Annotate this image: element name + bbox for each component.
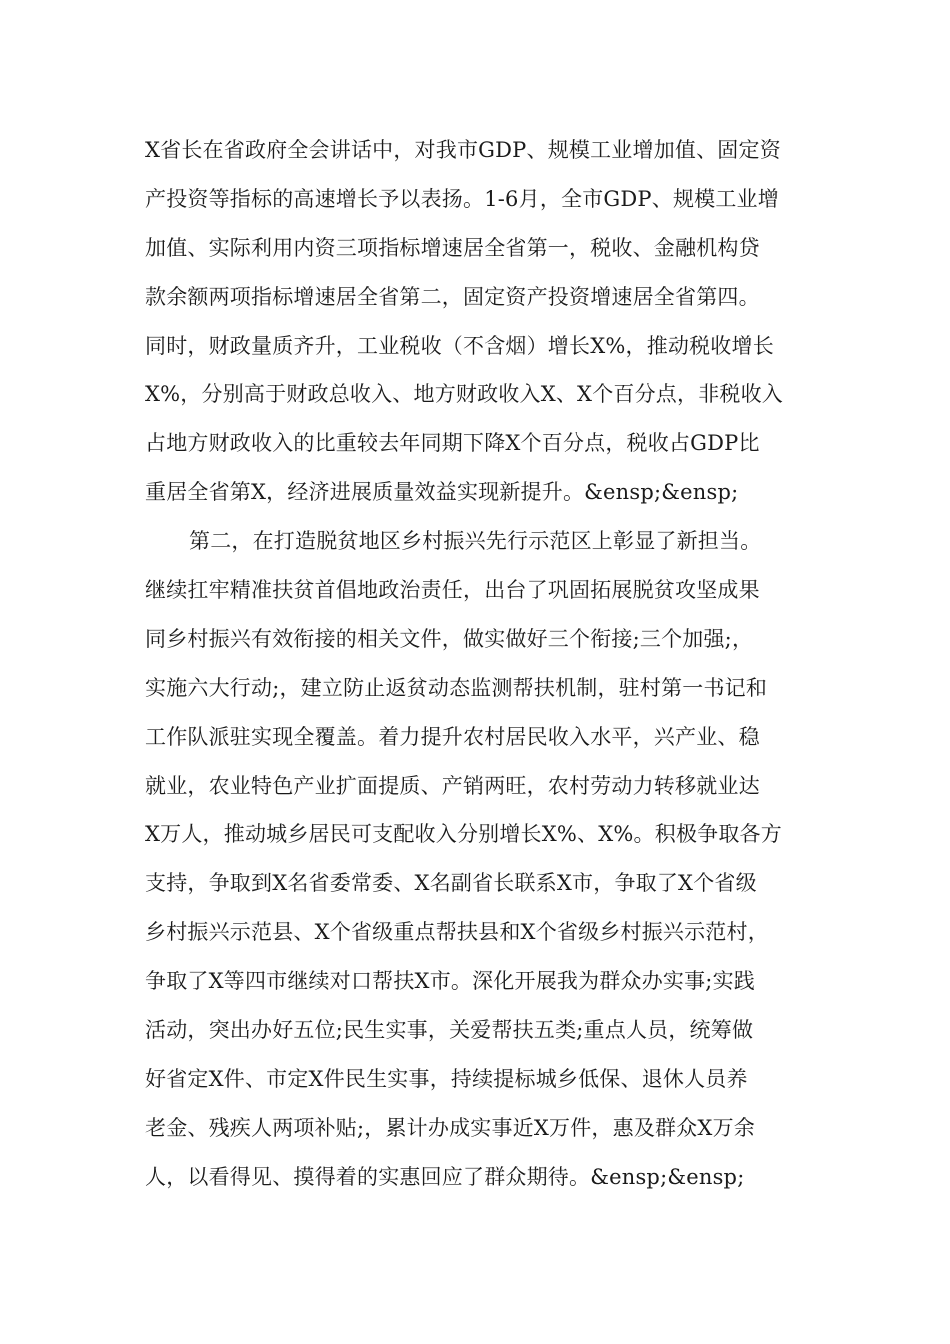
- text-line: 同时，财政量质齐升，工业税收（不含烟）增长X%，推动税收增长: [145, 333, 774, 358]
- text-line: 争取了X等四市继续对口帮扶X市。深化开展我为群众办实事;实践: [145, 969, 755, 994]
- text-line: 继续扛牢精准扶贫首倡地政治责任，出台了巩固拓展脱贫攻坚成果: [145, 578, 760, 603]
- text-line: 工作队派驻实现全覆盖。着力提升农村居民收入水平，兴产业、稳: [145, 724, 760, 749]
- text-line: X省长在省政府全会讲话中，对我市GDP、规模工业增加值、固定资: [145, 138, 781, 162]
- paragraph-1: [145, 126, 817, 517]
- text-line: 乡村振兴示范县、X个省级重点帮扶县和X个省级乡村振兴示范村，: [145, 920, 769, 945]
- text-line: X%，分别高于财政总收入、地方财政收入X、X个百分点，非税收入: [145, 382, 784, 407]
- text-line-indented: 第二，在打造脱贫地区乡村振兴先行示范区上彰显了新担当。: [189, 529, 762, 554]
- text-line: 重居全省第X，经济进展质量效益实现新提升。&ensp;&ensp;: [145, 480, 739, 505]
- text-line: X万人，推动城乡居民可支配收入分别增长X%、X%。积极争取各方: [145, 822, 782, 847]
- text-line: 实施六大行动;，建立防止返贫动态监测帮扶机制，驻村第一书记和: [145, 675, 768, 700]
- text-line: 老金、残疾人两项补贴;，累计办成实事近X万件，惠及群众X万余: [145, 1115, 755, 1140]
- text-line: 款余额两项指标增速居全省第二，固定资产投资增速居全省第四。: [145, 284, 760, 309]
- text-line: 同乡村振兴有效衔接的相关文件，做实做好三个衔接;三个加强;，: [145, 626, 754, 651]
- text-line: 产投资等指标的高速增长予以表扬。1-6月，全市GDP、规模工业增: [145, 186, 779, 211]
- paragraph-2: [145, 517, 817, 1201]
- text-line: 活动，突出办好五位;民生实事，关爱帮扶五类;重点人员，统筹做: [145, 1018, 754, 1043]
- text-line: 支持，争取到X名省委常委、X名副省长联系X市，争取了X个省级: [145, 871, 757, 896]
- text-line: 加值、实际利用内资三项指标增速居全省第一，税收、金融机构贷: [145, 235, 760, 260]
- text-line: 就业，农业特色产业扩面提质、产销两旺，农村劳动力转移就业达: [145, 773, 760, 798]
- text-line: 人，以看得见、摸得着的实惠回应了群众期待。&ensp;&ensp;: [145, 1164, 745, 1189]
- text-line: 好省定X件、市定X件民生实事，持续提标城乡低保、退休人员养: [145, 1066, 748, 1091]
- document-body: [145, 126, 817, 1202]
- text-line: 占地方财政收入的比重较去年同期下降X个百分点，税收占GDP比: [145, 431, 760, 456]
